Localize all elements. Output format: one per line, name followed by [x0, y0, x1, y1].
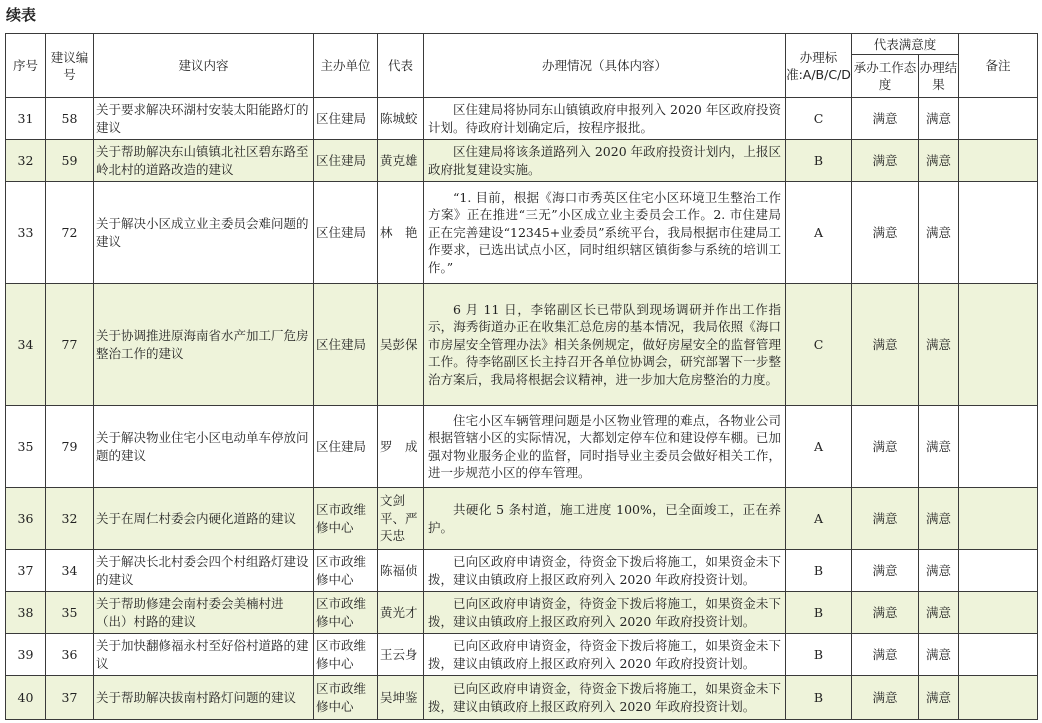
- header-content: 建议内容: [94, 34, 314, 98]
- cell-remarks: [959, 140, 1038, 182]
- handling-text: 已向区政府申请资金，待资金下拨后将施工，如果资金未下拨，建议由镇政府上报区政府列入 2020 年政府投资计划。: [428, 681, 781, 714]
- header-no: 序号: [6, 34, 46, 98]
- header-rep: 代表: [378, 34, 424, 98]
- header-satisfaction: 代表满意度: [852, 34, 959, 55]
- cell-result: 满意: [919, 676, 959, 720]
- cell-content: 关于解决物业住宅小区电动单车停放问题的建议: [94, 406, 314, 488]
- cell-result: 满意: [919, 140, 959, 182]
- handling-text: 住宅小区车辆管理问题是小区物业管理的难点，各物业公司根据管辖小区的实际情况，大都划定停车位和建设停车棚。已加强对物业服务企业的监督，同时指导业主委员会做好相关工作，进一步规范小区的停车管理。: [428, 412, 781, 480]
- cell-code: 59: [46, 140, 94, 182]
- cell-unit: 区住建局: [314, 406, 378, 488]
- cell-rep: 林 艳: [378, 182, 424, 284]
- cell-standard: A: [786, 182, 852, 284]
- cell-handling: [424, 98, 786, 140]
- cell-no: 31: [6, 98, 46, 140]
- cell-no: 40: [6, 676, 46, 720]
- cell-standard: C: [786, 98, 852, 140]
- cell-result: 满意: [919, 284, 959, 406]
- cell-handling: [424, 140, 786, 182]
- cell-rep: 王云身: [378, 634, 424, 676]
- cell-remarks: [959, 406, 1038, 488]
- cell-no: 39: [6, 634, 46, 676]
- handling-text: 已向区政府申请资金，待资金下拨后将施工，如果资金未下拨，建议由镇政府上报区政府列入 2020 年政府投资计划。: [428, 596, 781, 629]
- cell-unit: 区市政维修中心: [314, 676, 378, 720]
- cell-code: 77: [46, 284, 94, 406]
- cell-code: 72: [46, 182, 94, 284]
- table-row: [6, 592, 1038, 634]
- cell-content: 关于要求解决环湖村安装太阳能路灯的建议: [94, 98, 314, 140]
- cell-no: 35: [6, 406, 46, 488]
- header-unit: 主办单位: [314, 34, 378, 98]
- cell-content: 关于解决小区成立业主委员会难问题的建议: [94, 182, 314, 284]
- cell-handling: [424, 550, 786, 592]
- cell-standard: A: [786, 488, 852, 550]
- cell-no: 34: [6, 284, 46, 406]
- header-result: 办理结果: [919, 55, 959, 98]
- cell-code: 34: [46, 550, 94, 592]
- cell-attitude: 满意: [852, 488, 919, 550]
- header-handling: 办理情况（具体内容）: [424, 34, 786, 98]
- cell-rep: 陈城蛟: [378, 98, 424, 140]
- cell-attitude: 满意: [852, 676, 919, 720]
- cell-code: 32: [46, 488, 94, 550]
- cell-code: 35: [46, 592, 94, 634]
- cell-code: 36: [46, 634, 94, 676]
- cell-result: 满意: [919, 488, 959, 550]
- cell-rep: 罗 成: [378, 406, 424, 488]
- cell-standard: B: [786, 634, 852, 676]
- cell-standard: B: [786, 676, 852, 720]
- cell-result: 满意: [919, 98, 959, 140]
- table-row: [6, 676, 1038, 720]
- cell-no: 32: [6, 140, 46, 182]
- cell-content: 关于协调推进原海南省水产加工厂危房整治工作的建议: [94, 284, 314, 406]
- cell-result: 满意: [919, 550, 959, 592]
- cell-unit: 区市政维修中心: [314, 488, 378, 550]
- cell-no: 37: [6, 550, 46, 592]
- table-row: [6, 488, 1038, 550]
- cell-unit: 区市政维修中心: [314, 634, 378, 676]
- cell-handling: [424, 592, 786, 634]
- cell-standard: A: [786, 406, 852, 488]
- table-body: [6, 98, 1038, 720]
- cell-attitude: 满意: [852, 140, 919, 182]
- handling-text: 已向区政府申请资金，待资金下拨后将施工，如果资金未下拨，建议由镇政府上报区政府列入 2020 年政府投资计划。: [428, 638, 781, 671]
- cell-unit: 区住建局: [314, 98, 378, 140]
- cell-code: 79: [46, 406, 94, 488]
- cell-no: 33: [6, 182, 46, 284]
- header-standard: 办理标准:A/B/C/D: [786, 34, 852, 98]
- table-header: [6, 34, 1038, 98]
- cell-handling: [424, 488, 786, 550]
- table-row: [6, 284, 1038, 406]
- cell-no: 36: [6, 488, 46, 550]
- cell-remarks: [959, 182, 1038, 284]
- header-attitude: 承办工作态度: [852, 55, 919, 98]
- handling-text: 共硬化 5 条村道，施工进度 100%，已全面竣工，正在养护。: [428, 502, 781, 535]
- table-row: [6, 140, 1038, 182]
- cell-standard: B: [786, 592, 852, 634]
- cell-content: 关于帮助解决拔南村路灯问题的建议: [94, 676, 314, 720]
- cell-unit: 区市政维修中心: [314, 550, 378, 592]
- cell-rep: 黄克雄: [378, 140, 424, 182]
- header-code: 建议编号: [46, 34, 94, 98]
- cell-remarks: [959, 634, 1038, 676]
- cell-remarks: [959, 676, 1038, 720]
- cell-content: 关于帮助解决东山镇镇北社区碧东路至岭北村的道路改造的建议: [94, 140, 314, 182]
- suggestion-table: [5, 33, 1038, 720]
- cell-result: 满意: [919, 406, 959, 488]
- cell-code: 37: [46, 676, 94, 720]
- cell-rep: 文剑平、严天忠: [378, 488, 424, 550]
- cell-handling: [424, 676, 786, 720]
- cell-remarks: [959, 488, 1038, 550]
- cell-unit: 区住建局: [314, 182, 378, 284]
- cell-unit: 区住建局: [314, 284, 378, 406]
- cell-content: 关于解决长北村委会四个村组路灯建设的建议: [94, 550, 314, 592]
- cell-handling: [424, 284, 786, 406]
- cell-standard: B: [786, 140, 852, 182]
- cell-attitude: 满意: [852, 98, 919, 140]
- handling-text: 已向区政府申请资金，待资金下拨后将施工，如果资金未下拨，建议由镇政府上报区政府列入 2020 年政府投资计划。: [428, 554, 781, 587]
- table-row: [6, 182, 1038, 284]
- cell-remarks: [959, 98, 1038, 140]
- handling-text: “1. 目前，根据《海口市秀英区住宅小区环境卫生整治工作方案》正在推进“三无”小区成立业主委员会工作。2. 市住建局正在完善建设“12345+业委员”系统平台，我局根据市住建局工作要求，已选出试点小区，同时组织辖区镇街参与系统的培训工作。”: [428, 189, 781, 275]
- cell-handling: [424, 182, 786, 284]
- table-caption: 续表: [6, 6, 37, 24]
- cell-remarks: [959, 550, 1038, 592]
- cell-unit: 区住建局: [314, 140, 378, 182]
- cell-result: 满意: [919, 182, 959, 284]
- cell-content: 关于帮助修建会南村委会美楠村进（出）村路的建议: [94, 592, 314, 634]
- cell-handling: [424, 634, 786, 676]
- cell-code: 58: [46, 98, 94, 140]
- cell-attitude: 满意: [852, 592, 919, 634]
- table-row: [6, 550, 1038, 592]
- handling-text: 区住建局将该条道路列入 2020 年政府投资计划内，上报区政府批复建设实施。: [428, 144, 781, 177]
- cell-standard: B: [786, 550, 852, 592]
- cell-handling: [424, 406, 786, 488]
- cell-attitude: 满意: [852, 634, 919, 676]
- handling-text: 区住建局将协同东山镇镇政府申报列入 2020 年区政府投资计划。待政府计划确定后，按程序报批。: [428, 102, 781, 135]
- cell-attitude: 满意: [852, 550, 919, 592]
- cell-standard: C: [786, 284, 852, 406]
- cell-result: 满意: [919, 634, 959, 676]
- cell-remarks: [959, 592, 1038, 634]
- table-row: [6, 406, 1038, 488]
- cell-content: 关于加快翻修福永村至好俗村道路的建议: [94, 634, 314, 676]
- header-remarks: 备注: [959, 34, 1038, 98]
- table-row: [6, 98, 1038, 140]
- cell-unit: 区市政维修中心: [314, 592, 378, 634]
- cell-attitude: 满意: [852, 284, 919, 406]
- cell-rep: 黄光才: [378, 592, 424, 634]
- cell-attitude: 满意: [852, 182, 919, 284]
- cell-remarks: [959, 284, 1038, 406]
- handling-text: 6 月 11 日，李铭副区长已带队到现场调研并作出工作指示，海秀街道办正在收集汇总危房的基本情况，我局依照《海口市房屋安全管理办法》相关条例规定，做好房屋安全的监督管理工作。待李铭副区长主持召开各单位协调会，研究部署下一步整治方案后，我局将根据会议精神，进一步加大危房整治的力度。: [428, 301, 781, 387]
- cell-rep: 陈福侦: [378, 550, 424, 592]
- cell-rep: 吴坤鉴: [378, 676, 424, 720]
- cell-content: 关于在周仁村委会内硬化道路的建议: [94, 488, 314, 550]
- table-row: [6, 634, 1038, 676]
- cell-no: 38: [6, 592, 46, 634]
- cell-attitude: 满意: [852, 406, 919, 488]
- cell-result: 满意: [919, 592, 959, 634]
- cell-rep: 吴彭保: [378, 284, 424, 406]
